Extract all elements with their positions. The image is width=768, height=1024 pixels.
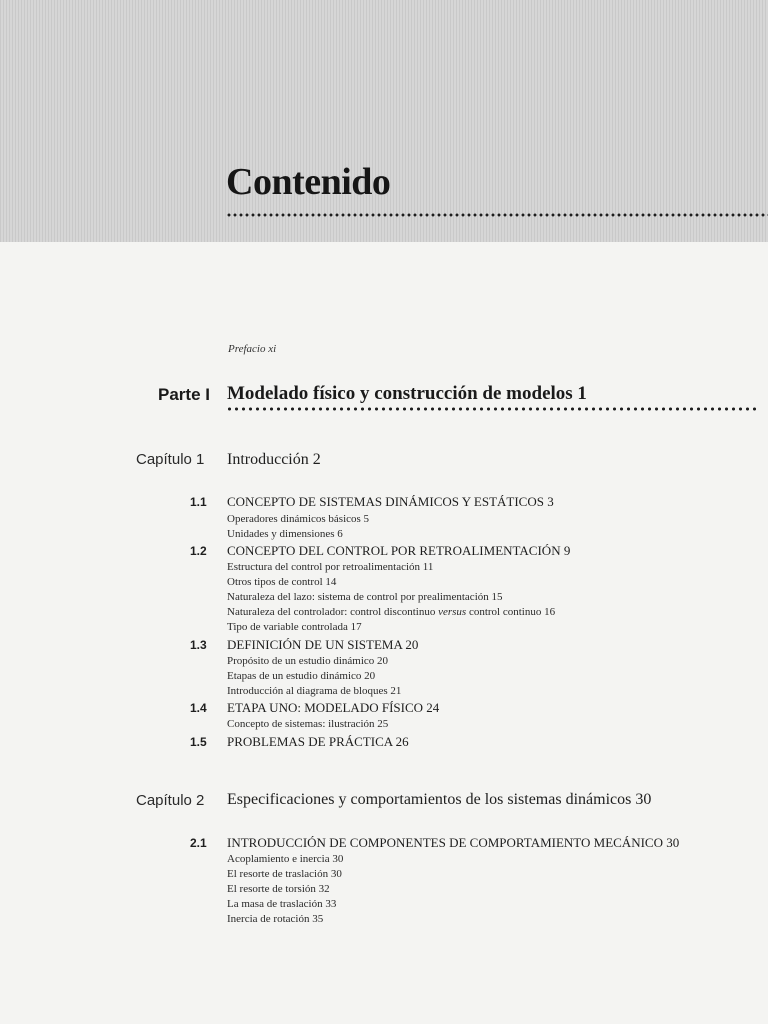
subsection-item: Acoplamiento e inercia 30 xyxy=(227,853,344,865)
subsection-item: La masa de traslación 33 xyxy=(227,898,337,910)
subsection-item: Naturaleza del lazo: sistema de control por prealimentación 15 xyxy=(227,591,503,603)
subsection-item: Inercia de rotación 35 xyxy=(227,913,324,925)
section-title: INTRODUCCIÓN DE COMPONENTES DE COMPORTAMIENTO MECÁNICO 30 xyxy=(227,835,680,850)
preface-entry: Prefacio xi xyxy=(228,343,277,355)
section-title: ETAPA UNO: MODELADO FÍSICO 24 xyxy=(227,700,440,715)
subsection-item: Operadores dinámicos básicos 5 xyxy=(227,513,370,525)
subsection-item: El resorte de traslación 30 xyxy=(227,868,342,880)
section-number: 1.3 xyxy=(190,638,207,652)
section-title: CONCEPTO DE SISTEMAS DINÁMICOS Y ESTÁTICOS 3 xyxy=(227,494,554,509)
section-title: CONCEPTO DEL CONTROL POR RETROALIMENTACIÓN 9 xyxy=(227,543,571,558)
subsection-item: Introducción al diagrama de bloques 21 xyxy=(227,685,402,697)
part-label: Parte I xyxy=(158,385,210,404)
section-number: 1.1 xyxy=(190,495,207,509)
section-number: 1.4 xyxy=(190,701,207,715)
section-number: 1.2 xyxy=(190,544,207,558)
subsection-item: Tipo de variable controlada 17 xyxy=(227,621,362,633)
section-number: 1.5 xyxy=(190,735,207,749)
subsection-item: Concepto de sistemas: ilustración 25 xyxy=(227,718,389,730)
subsection-item: El resorte de torsión 32 xyxy=(227,883,330,895)
subsection-item: Etapas de un estudio dinámico 20 xyxy=(227,670,376,682)
page-title: Contenido xyxy=(226,161,391,203)
subsection-item: Estructura del control por retroalimentación 11 xyxy=(227,561,434,573)
chapter-label: Capítulo 1 xyxy=(136,451,205,468)
header-band xyxy=(0,0,768,242)
chapter-title: Especificaciones y comportamientos de los sistemas dinámicos 30 xyxy=(227,791,652,808)
section-number: 2.1 xyxy=(190,836,207,850)
chapter-title: Introducción 2 xyxy=(227,451,321,468)
part-dotted-rule xyxy=(226,406,758,412)
part-title: Modelado físico y construcción de modelos 1 xyxy=(227,383,587,404)
subsection-item: Unidades y dimensiones 6 xyxy=(227,528,343,540)
subsection-item: Naturaleza del controlador: control discontinuo versus control continuo 16 xyxy=(227,606,556,618)
section-title: PROBLEMAS DE PRÁCTICA 26 xyxy=(227,734,409,749)
subsection-item: Otros tipos de control 14 xyxy=(227,576,337,588)
section-title: DEFINICIÓN DE UN SISTEMA 20 xyxy=(227,637,419,652)
title-dotted-rule xyxy=(226,212,768,218)
subsection-item: Propósito de un estudio dinámico 20 xyxy=(227,655,389,667)
chapter-label: Capítulo 2 xyxy=(136,792,205,809)
